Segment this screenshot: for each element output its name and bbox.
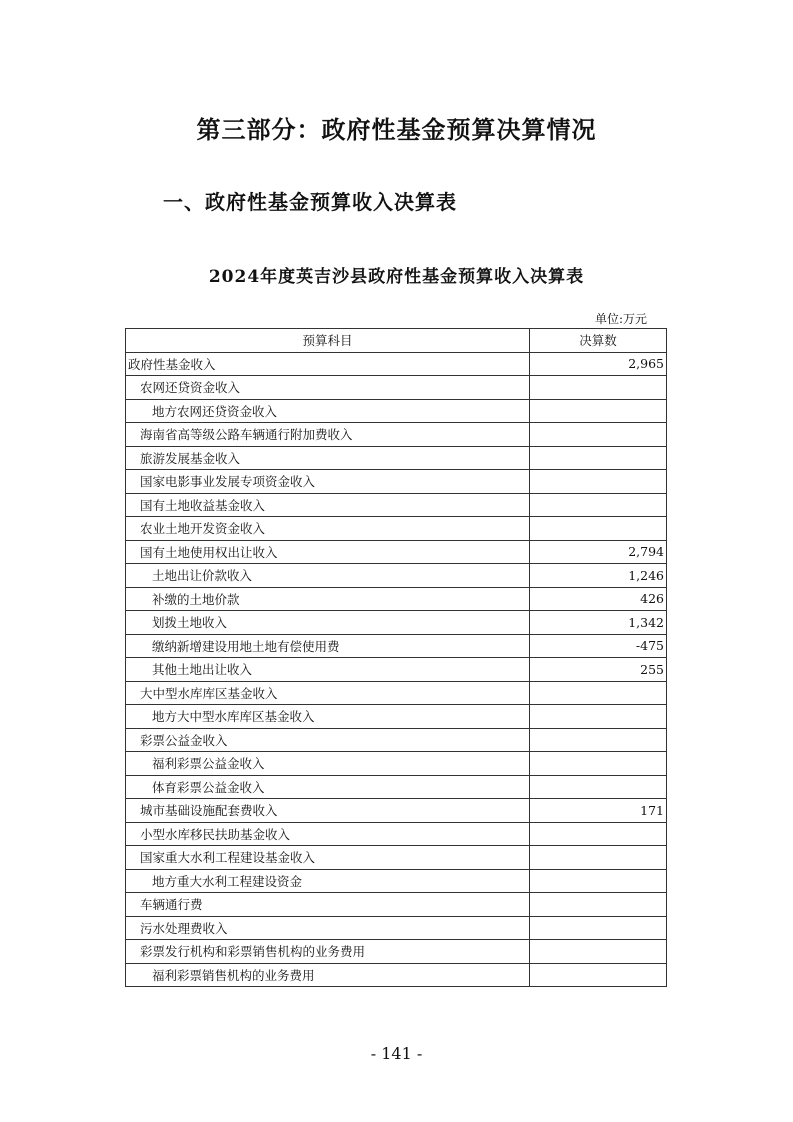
row-amount — [530, 846, 667, 870]
table-row — [126, 869, 667, 893]
table-row — [126, 658, 667, 682]
row-subject: 城市基础设施配套费收入 — [126, 799, 530, 823]
row-amount: 171 — [530, 799, 667, 823]
row-subject: 污水处理费收入 — [126, 916, 530, 940]
page-number: - 141 - — [370, 1044, 423, 1063]
table-row — [126, 728, 667, 752]
row-amount: 255 — [530, 658, 667, 682]
table-row — [126, 963, 667, 987]
row-subject: 其他土地出让收入 — [126, 658, 530, 682]
row-subject: 农业土地开发资金收入 — [126, 517, 530, 541]
row-amount — [530, 446, 667, 470]
row-subject: 旅游发展基金收入 — [126, 446, 530, 470]
row-amount — [530, 681, 667, 705]
row-subject: 彩票发行机构和彩票销售机构的业务费用 — [126, 940, 530, 964]
unit-label: 单位:万元 — [594, 312, 647, 326]
row-subject: 福利彩票销售机构的业务费用 — [126, 963, 530, 987]
header-subject: 预算科目 — [126, 329, 530, 353]
table-row — [126, 681, 667, 705]
table-row — [126, 517, 667, 541]
row-amount — [530, 869, 667, 893]
row-subject: 彩票公益金收入 — [126, 728, 530, 752]
table-row — [126, 846, 667, 870]
row-amount: 1,246 — [530, 564, 667, 588]
row-subject: 国有土地收益基金收入 — [126, 493, 530, 517]
table-title: 2024年度英吉沙县政府性基金预算收入决算表 — [208, 267, 585, 287]
table-row — [126, 822, 667, 846]
table-row — [126, 634, 667, 658]
table-row — [126, 705, 667, 729]
header-amount: 决算数 — [530, 329, 667, 353]
row-amount — [530, 470, 667, 494]
row-amount — [530, 399, 667, 423]
table-row — [126, 752, 667, 776]
row-subject: 福利彩票公益金收入 — [126, 752, 530, 776]
row-subject: 国家电影事业发展专项资金收入 — [126, 470, 530, 494]
row-amount — [530, 517, 667, 541]
table-row — [126, 352, 667, 376]
row-amount — [530, 423, 667, 447]
table-row — [126, 775, 667, 799]
table-row — [126, 893, 667, 917]
table-row — [126, 446, 667, 470]
table-row — [126, 470, 667, 494]
table-row — [126, 587, 667, 611]
row-amount — [530, 705, 667, 729]
row-amount — [530, 493, 667, 517]
row-subject: 海南省高等级公路车辆通行附加费收入 — [126, 423, 530, 447]
row-amount — [530, 822, 667, 846]
row-subject: 地方农网还贷资金收入 — [126, 399, 530, 423]
row-amount — [530, 752, 667, 776]
row-subject: 地方大中型水库库区基金收入 — [126, 705, 530, 729]
row-amount: 2,794 — [530, 540, 667, 564]
row-subject: 缴纳新增建设用地土地有偿使用费 — [126, 634, 530, 658]
row-amount: 2,965 — [530, 352, 667, 376]
row-subject: 土地出让价款收入 — [126, 564, 530, 588]
table-row — [126, 940, 667, 964]
row-amount — [530, 916, 667, 940]
row-subject: 小型水库移民扶助基金收入 — [126, 822, 530, 846]
row-amount — [530, 963, 667, 987]
table-row — [126, 564, 667, 588]
row-amount — [530, 940, 667, 964]
row-subject: 补缴的土地价款 — [126, 587, 530, 611]
budget-table — [125, 328, 667, 987]
table-row — [126, 611, 667, 635]
row-subject: 体育彩票公益金收入 — [126, 775, 530, 799]
table-header-row — [126, 329, 667, 353]
table-row — [126, 376, 667, 400]
row-subject: 国家重大水利工程建设基金收入 — [126, 846, 530, 870]
table-row — [126, 799, 667, 823]
table-row — [126, 423, 667, 447]
section-title: 一、政府性基金预算收入决算表 — [163, 190, 457, 214]
row-subject: 国有土地使用权出让收入 — [126, 540, 530, 564]
row-amount: 1,342 — [530, 611, 667, 635]
table-row — [126, 916, 667, 940]
row-amount — [530, 728, 667, 752]
part-title: 第三部分：政府性基金预算决算情况 — [196, 115, 597, 144]
row-subject: 地方重大水利工程建设资金 — [126, 869, 530, 893]
row-subject: 政府性基金收入 — [126, 352, 530, 376]
row-amount: 426 — [530, 587, 667, 611]
row-subject: 农网还贷资金收入 — [126, 376, 530, 400]
table-row — [126, 399, 667, 423]
row-amount: -475 — [530, 634, 667, 658]
row-amount — [530, 893, 667, 917]
row-amount — [530, 775, 667, 799]
table-row — [126, 540, 667, 564]
row-amount — [530, 376, 667, 400]
table-row — [126, 493, 667, 517]
row-subject: 大中型水库库区基金收入 — [126, 681, 530, 705]
row-subject: 车辆通行费 — [126, 893, 530, 917]
row-subject: 划拨土地收入 — [126, 611, 530, 635]
